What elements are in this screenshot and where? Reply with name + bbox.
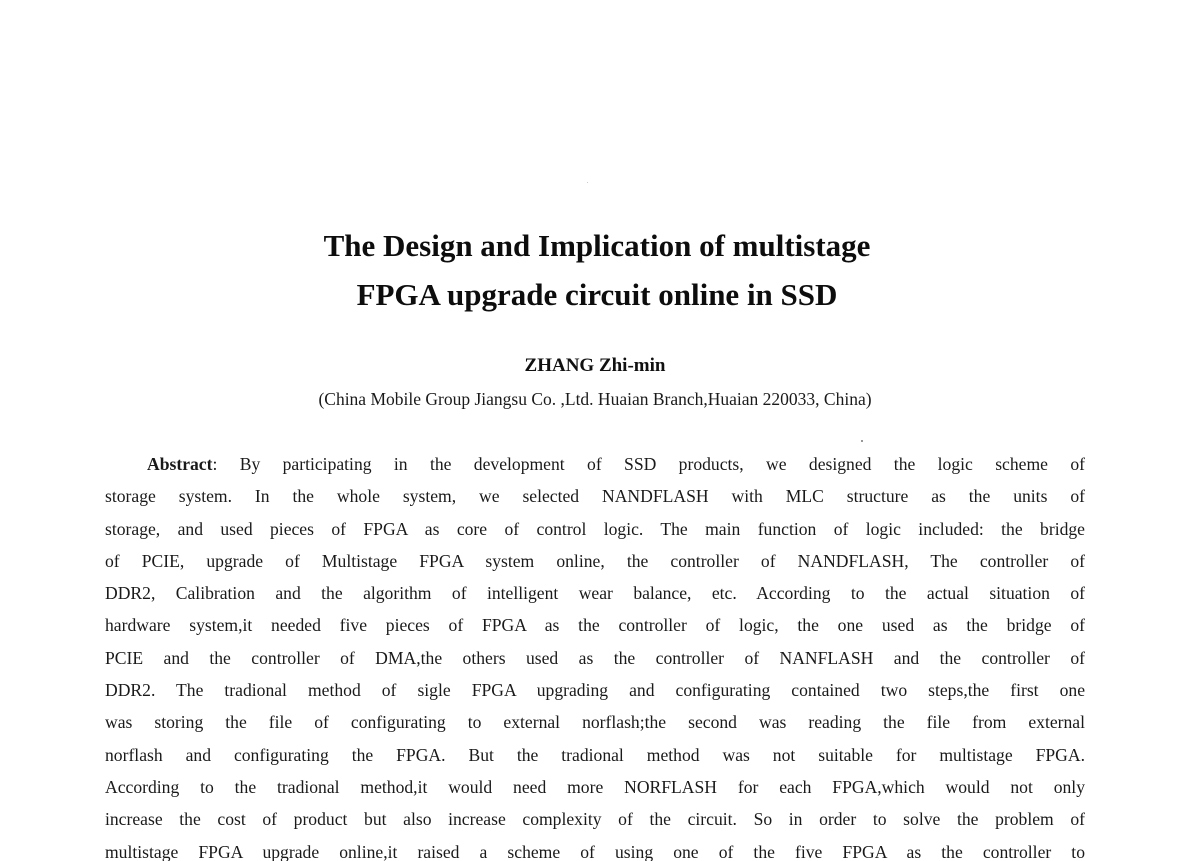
abstract-separator: : bbox=[212, 454, 240, 474]
abstract-line: multistage FPGA upgrade online,it raised a scheme of using one of the five FPGA as the controller to bbox=[105, 841, 1085, 861]
abstract-line: was storing the file of configurating to external norflash;the second was reading the file from external bbox=[105, 712, 1085, 733]
title-line-1: The Design and Implication of multistage bbox=[323, 228, 871, 263]
abstract-line: norflash and configurating the FPGA. But the tradional method was not suitable for multistage FPGA. bbox=[105, 744, 1085, 765]
abstract-line: DDR2, Calibration and the algorithm of intelligent wear balance, etc. According to the actual situation of bbox=[105, 583, 1085, 604]
abstract-line: DDR2. The tradional method of sigle FPGA upgrading and configurating contained two steps,the first one bbox=[105, 680, 1085, 701]
paper-title bbox=[0, 221, 1194, 319]
scan-speck bbox=[587, 182, 588, 183]
author-name: ZHANG Zhi-min bbox=[524, 355, 666, 376]
abstract-line: storage system. In the whole system, we selected NANDFLASH with MLC structure as the units of bbox=[105, 486, 1085, 507]
abstract-line: storage, and used pieces of FPGA as core of control logic. The main function of logic included: the bridge bbox=[105, 518, 1085, 539]
abstract-line: hardware system,it needed five pieces of FPGA as the controller of logic, the one used as the bridge of bbox=[105, 615, 1085, 636]
author-affiliation: (China Mobile Group Jiangsu Co. ,Ltd. Huaian Branch,Huaian 220033, China) bbox=[318, 389, 872, 409]
abstract-line: According to the tradional method,it would need more NORFLASH for each FPGA,which would not only bbox=[105, 776, 1085, 797]
abstract-block bbox=[105, 448, 1085, 861]
abstract-line: of PCIE, upgrade of Multistage FPGA system online, the controller of NANDFLASH, The controller of bbox=[105, 550, 1085, 571]
scan-speck bbox=[861, 440, 863, 442]
title-line-2: FPGA upgrade circuit online in SSD bbox=[356, 277, 838, 312]
abstract-line bbox=[105, 448, 1085, 480]
abstract-label: Abstract bbox=[147, 454, 213, 474]
abstract-line: PCIE and the controller of DMA,the others used as the controller of NANFLASH and the controller of bbox=[105, 647, 1085, 668]
abstract-line: increase the cost of product but also increase complexity of the circuit. So in order to solve the problem of bbox=[105, 809, 1085, 830]
abstract-text: By participating in the development of SSD products, we designed the logic scheme of bbox=[239, 454, 1085, 474]
